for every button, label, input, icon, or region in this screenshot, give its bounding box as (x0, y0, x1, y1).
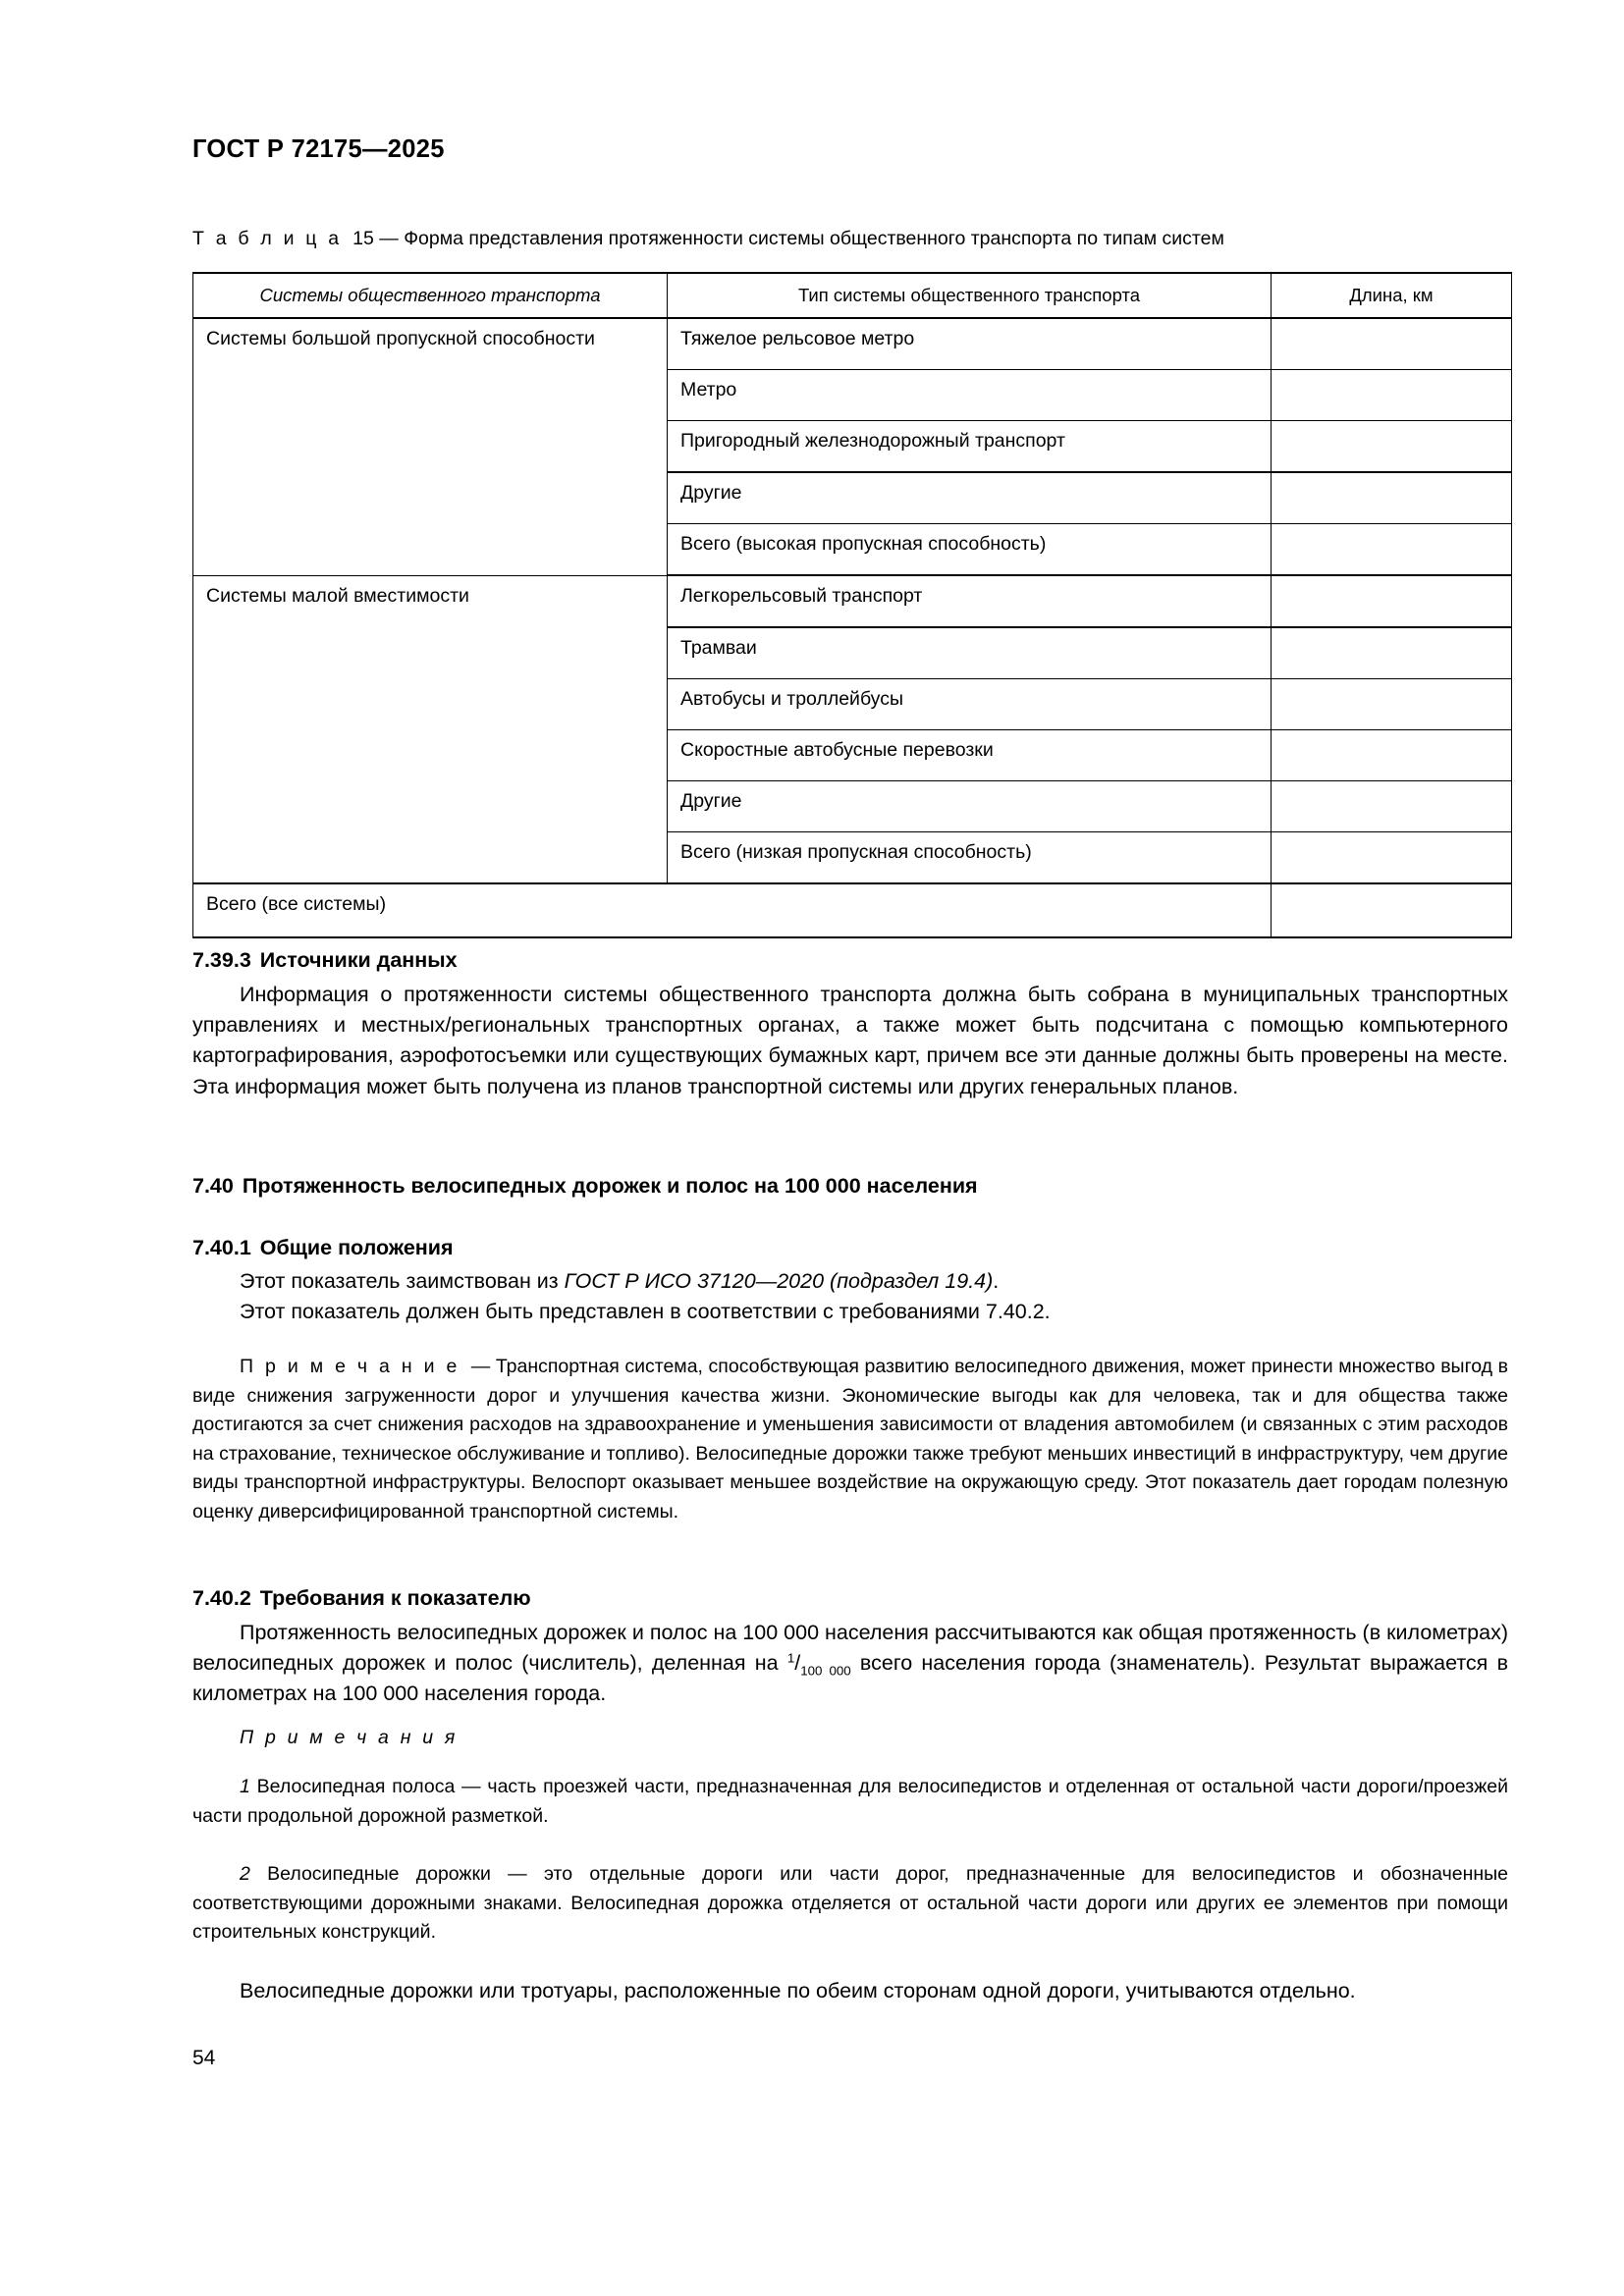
heading-title: Требования к показателю (259, 1586, 531, 1610)
length-cell[interactable] (1272, 472, 1512, 524)
notes-title: П р и м е ч а н и я (240, 1727, 459, 1748)
note-item-1 (192, 1773, 1508, 1831)
table-caption-text: Форма представления протяженности системы общественного транспорта по типам систем (404, 228, 1224, 249)
type-cell: Тяжелое рельсовое метро (668, 318, 1272, 370)
type-cell: Другие (668, 472, 1272, 524)
fraction-one-over-hundred-thousand (786, 1650, 851, 1679)
note-number: 1 (240, 1776, 250, 1797)
page-number: 54 (192, 2047, 216, 2069)
public-transport-length-table (192, 272, 1512, 938)
reference-prefix: Этот показатель заимствован из (240, 1269, 565, 1293)
length-cell[interactable] (1272, 318, 1512, 370)
length-cell[interactable] (1272, 781, 1512, 832)
paragraph-closing: Велосипедные дорожки или тротуары, расположенные по обеим сторонам одной дороги, учитываются отдельно. (240, 1979, 1356, 2002)
paragraph-data-sources: Информация о протяженности системы общественного транспорта должна быть собрана в муниципальных транспортных управлениях и местных/региональных транспортных органах, а также может быть подсчитана с помощью компьютерного картографирования, аэрофотосъемки или существующих бумажных карт, причем все эти данные должны быть проверены на месте. Эта информация может быть получена из планов транспортной системы или других генеральных планов. (192, 983, 1508, 1098)
subtotal-cell: Всего (высокая пропускная способность) (668, 524, 1272, 576)
column-header-systems: Системы общественного транспорта (193, 273, 668, 318)
note-7-40-1 (192, 1353, 1508, 1526)
requirement-text-part-1: Протяженность велосипедных дорожек и полос на 100 000 населения рассчитываются как общая протяженность (в километрах) велосипедных дорожек и полос (числитель), деленная на (192, 1621, 1508, 1676)
type-cell: Легкорельсовый транспорт (668, 575, 1272, 627)
length-cell[interactable] (1272, 730, 1512, 781)
heading-title: Общие положения (259, 1236, 454, 1259)
note-text: Транспортная система, способствующая развитию велосипедного движения, может принести множество выгод в виде снижения загруженности дорог и улучшения качества жизни. Экономические выгоды как для человека, так и для общества также достигаются за счет снижения расходов на здравоохранение и уменьшения зависимости от владения автомобилем (и связанных с этим расходов на страхование, техническое обслуживание и топливо). Велосипедные дорожки также требуют меньших инвестиций в инфраструктуру, чем другие виды транспортной инфраструктуры. Велоспорт оказывает меньшее воздействие на окружающую среду. Этот показатель дает городам полезную оценку диверсифицированной транспортной системы. (192, 1356, 1508, 1522)
reference-subsection: 19.4) (939, 1269, 994, 1293)
note-number: 2 (240, 1863, 250, 1885)
table-header (193, 273, 1512, 318)
group-label-low-capacity: Системы малой вместимости (193, 575, 668, 883)
heading-title: Протяженность велосипедных дорожек и полос на 100 000 населения (242, 1174, 978, 1198)
table-row (193, 575, 1512, 627)
type-cell: Другие (668, 781, 1272, 832)
paragraph-7-40-1-line2: Этот показатель должен быть представлен в соответствии с требованиями 7.40.2. (240, 1300, 1051, 1323)
type-cell: Автобусы и троллейбусы (668, 679, 1272, 730)
heading-7-39-3 (192, 945, 458, 975)
table-caption-dash: — (379, 228, 399, 249)
fraction-numerator: 1 (786, 1650, 795, 1666)
paragraph-7-40-2-requirement (192, 1618, 1508, 1710)
length-cell[interactable] (1272, 421, 1512, 473)
note-label: П р и м е ч а н и е (240, 1356, 460, 1377)
column-header-type: Тип системы общественного транспорта (668, 273, 1272, 318)
table-header-row (193, 273, 1512, 318)
fraction-slash: / (794, 1651, 801, 1676)
heading-number: 7.40.2 (192, 1586, 251, 1610)
type-cell: Метро (668, 370, 1272, 421)
requirement-text-part-2: всего населения города (знаменатель). Результат выражается в километрах на 100 000 населения города. (192, 1651, 1508, 1706)
column-header-length: Длина, км (1272, 273, 1512, 318)
note-item-text: Велосипедная полоса — часть проезжей части, предназначенная для велосипедистов и отделенная от остальной части дороги/проезжей части продольной дорожной разметкой. (192, 1776, 1508, 1827)
reference-suffix: . (993, 1269, 1000, 1293)
fraction-denominator: 100 000 (800, 1663, 851, 1679)
type-cell: Пригородный железнодорожный транспорт (668, 421, 1272, 473)
length-cell[interactable] (1272, 524, 1512, 576)
note-dash: — (470, 1356, 491, 1377)
table-body (193, 318, 1512, 937)
standard-header: ГОСТ Р 72175—2025 (192, 135, 445, 163)
heading-7-40-2 (192, 1583, 531, 1613)
heading-7-40-1 (192, 1233, 454, 1262)
type-cell: Скоростные автобусные перевозки (668, 730, 1272, 781)
length-cell[interactable] (1272, 832, 1512, 884)
note-item-2 (192, 1860, 1508, 1948)
table-row (193, 318, 1512, 370)
heading-number: 7.40 (192, 1174, 234, 1198)
table-row-grand-total (193, 883, 1512, 937)
heading-title: Источники данных (259, 948, 458, 972)
table-caption (192, 226, 1508, 251)
length-cell[interactable] (1272, 679, 1512, 730)
grand-total-label: Всего (все системы) (193, 883, 1272, 937)
length-cell[interactable] (1272, 627, 1512, 679)
table-caption-label: Т а б л и ц а (192, 228, 343, 249)
note-item-text: Велосипедные дорожки — это отдельные дороги или части дорог, предназначенные для велосипедистов и обозначенные соответствующими дорожными знаками. Велосипедная дорожка отделяется от остальной части дороги или других ее элементов при помощи строительных конструкций. (192, 1863, 1508, 1943)
group-label-high-capacity: Системы большой пропускной способности (193, 318, 668, 575)
table-caption-number: 15 (352, 228, 374, 249)
paragraph-7-40-1-line1 (192, 1266, 1508, 1297)
heading-7-40 (192, 1171, 978, 1201)
type-cell: Трамваи (668, 627, 1272, 679)
grand-total-value[interactable] (1272, 883, 1512, 937)
heading-number: 7.39.3 (192, 948, 251, 972)
length-cell[interactable] (1272, 575, 1512, 627)
reference-standard: ГОСТ Р ИСО 37120—2020 (подраздел (564, 1269, 940, 1293)
heading-number: 7.40.1 (192, 1236, 251, 1259)
length-cell[interactable] (1272, 370, 1512, 421)
subtotal-cell: Всего (низкая пропускная способность) (668, 832, 1272, 884)
